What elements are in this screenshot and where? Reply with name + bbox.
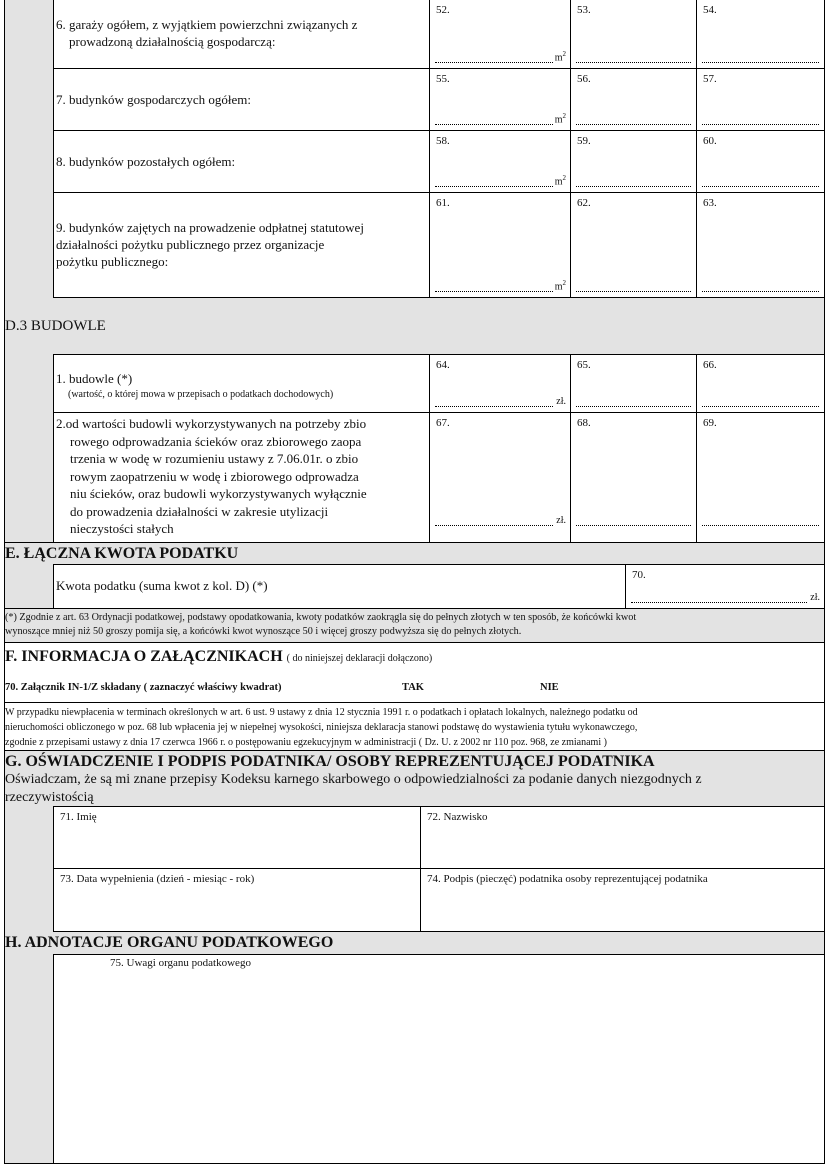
- amount-field[interactable]: [430, 412, 571, 542]
- row-label-cell: [53, 412, 430, 542]
- row-label-line: nieczystości stałych: [70, 521, 174, 536]
- field-label: 72. Nazwisko: [427, 811, 488, 823]
- unit-label: zł.: [810, 592, 820, 603]
- amount-field[interactable]: [430, 130, 571, 192]
- field-number: 57.: [703, 73, 717, 85]
- field-number: 56.: [577, 73, 591, 85]
- field-number: 61.: [436, 197, 450, 209]
- attachment-no-option[interactable]: NIE: [540, 682, 559, 693]
- amount-field[interactable]: [571, 412, 697, 542]
- warning-line: nieruchomości obliczonego w poz. 68 lub wpłacenia jej w niepełnej wysokości, niniejsza deklaracja stanowi podstawę do wystawienia tytułu wykonawczego,: [5, 722, 638, 733]
- row-label-line: 1. budowle (*): [56, 371, 133, 386]
- field-number: 67.: [436, 417, 450, 429]
- row-label-line: do prowadzenia działalności w zakresie utylizacji: [70, 503, 329, 519]
- amount-field[interactable]: [697, 0, 825, 68]
- row-label-line: rowym zaopatrzeniu w wodę i zbiorowego odprowadza: [70, 468, 359, 484]
- row-margin-gray: [4, 806, 53, 932]
- field-number: 65.: [577, 359, 591, 371]
- rounding-note: [4, 608, 825, 642]
- field-number: 59.: [577, 135, 591, 147]
- field-label: 75. Uwagi organu podatkowego: [110, 957, 251, 969]
- field-label: 73. Data wypełnienia (dzień - miesiąc - rok): [60, 873, 255, 885]
- row-label-line: 8. budynków pozostałych ogółem:: [56, 154, 236, 169]
- warning-line: zgodnie z przepisami ustawy z dnia 17 czerwca 1966 r. o postępowaniu egzekucyjnym w administracji ( Dz. U. z 2002 nr 110 poz. 968, ze zmianami ): [5, 737, 607, 748]
- row-margin-gray: [4, 354, 53, 542]
- row-margin-gray: [4, 954, 53, 1164]
- amount-field[interactable]: [571, 354, 697, 412]
- amount-field[interactable]: [697, 130, 825, 192]
- unit-label: zł.: [556, 396, 566, 407]
- section-title: F. INFORMACJA O ZAŁĄCZNIKACH: [5, 648, 283, 665]
- section-title: D.3 BUDOWLE: [5, 318, 106, 334]
- row-label-line: niu ścieków, oraz budowli wykorzystywanych wyłącznie: [70, 486, 367, 501]
- section-title: G. OŚWIADCZENIE I PODPIS PODATNIKA/ OSOBY REPREZENTUJĄCEJ PODATNIKA: [5, 753, 655, 770]
- row-label-line: trzenia w wodę w rozumieniu ustawy z 7.06.01r. o zbio: [70, 451, 359, 466]
- note-line: wynoszące mniej niż 50 groszy pomija się, a końcówki kwot wynoszące 50 i więcej groszy podwyższa się do pełnych złotych.: [5, 626, 522, 637]
- field-number: 52.: [436, 4, 450, 16]
- row-label-line: 2.od wartości budowli wykorzystywanych na potrzeby zbio: [56, 416, 367, 431]
- field-number: 62.: [577, 197, 591, 209]
- tax-office-notes-field[interactable]: [53, 954, 825, 1164]
- field-number: 55.: [436, 73, 450, 85]
- row-label-line: 7. budynków gospodarczych ogółem:: [56, 92, 251, 107]
- row-label-cell: [53, 68, 430, 130]
- row-label-line: działalności pożytku publicznego przez organizacje: [56, 237, 325, 252]
- amount-field[interactable]: [430, 0, 571, 68]
- amount-field[interactable]: [697, 354, 825, 412]
- field-label: 71. Imię: [60, 811, 97, 823]
- first-name-field[interactable]: [53, 806, 420, 868]
- unit-label: $m^2$: [554, 49, 566, 63]
- unit-label: $m^2$: [554, 173, 566, 187]
- field-number: 66.: [703, 359, 717, 371]
- row-label-cell: [53, 192, 430, 298]
- row-label-line: 6. garaży ogółem, z wyjątkiem powierzchni związanych z: [56, 17, 358, 32]
- tax-amount-label: Kwota podatku (suma kwot z kol. D) (*): [56, 578, 268, 593]
- field-label: 74. Podpis (pieczęć) podatnika osoby reprezentującej podatnika: [427, 873, 708, 885]
- field-number: 64.: [436, 359, 450, 371]
- amount-field[interactable]: [571, 130, 697, 192]
- field-number: 58.: [436, 135, 450, 147]
- amount-field[interactable]: [571, 0, 697, 68]
- field-number: 54.: [703, 4, 717, 16]
- row-label-line: prowadzoną działalnością gospodarczą:: [69, 34, 276, 49]
- unit-label: zł.: [556, 515, 566, 526]
- section-title: E. ŁĄCZNA KWOTA PODATKU: [5, 545, 239, 562]
- last-name-field[interactable]: [420, 806, 825, 868]
- warning-line: W przypadku niewpłacenia w terminach określonych w art. 6 ust. 9 ustawy z dnia 12 stycznia 1991 r. o podatkach i opłatach lokalnych, należnego podatku od: [5, 707, 638, 718]
- section-header: [4, 298, 825, 354]
- row-label-cell: [53, 0, 430, 68]
- field-number: 69.: [703, 417, 717, 429]
- field-number: 60.: [703, 135, 717, 147]
- row-label-cell: [53, 354, 430, 412]
- amount-field[interactable]: [697, 68, 825, 130]
- section-title: H. ADNOTACJE ORGANU PODATKOWEGO: [5, 934, 334, 951]
- amount-field[interactable]: [430, 354, 571, 412]
- row-margin-gray: [4, 0, 53, 298]
- unit-label: $m^2$: [554, 278, 566, 292]
- amount-field[interactable]: [571, 68, 697, 130]
- row-margin-gray: [4, 564, 53, 608]
- fill-date-field[interactable]: [53, 868, 420, 932]
- row-label-cell: [53, 130, 430, 192]
- amount-field[interactable]: [430, 68, 571, 130]
- section-header: [4, 542, 825, 564]
- row-label-line: 9. budynków zajętych na prowadzenie odpłatnej statutowej: [56, 220, 364, 235]
- row-note: (wartość, o której mowa w przepisach o podatkach dochodowych): [68, 389, 334, 400]
- field-number: 63.: [703, 197, 717, 209]
- total-tax-field[interactable]: [625, 564, 825, 608]
- attachment-yes-option[interactable]: TAK: [402, 682, 424, 693]
- note-line: (*) Zgodnie z art. 63 Ordynacji podatkowej, podstawy opodatkowania, kwoty podatków zaokrągla się do pełnych złotych w ten sposób, że końcówki kwot: [5, 612, 637, 623]
- attachments-box: [4, 642, 825, 702]
- amount-field[interactable]: [697, 412, 825, 542]
- amount-field[interactable]: [430, 192, 571, 298]
- warning-box: [4, 702, 825, 750]
- section-header: [4, 932, 825, 954]
- field-number: 53.: [577, 4, 591, 16]
- attachment-label: 70. Załącznik IN-1/Z składany ( zaznaczyć właściwy kwadrat): [5, 682, 282, 693]
- row-label-line: pożytku publicznego:: [56, 254, 169, 269]
- statement-line: rzeczywistością: [5, 790, 94, 805]
- field-number: 70.: [632, 569, 646, 581]
- amount-field[interactable]: [571, 192, 697, 298]
- signature-field[interactable]: [420, 868, 825, 932]
- row-label-cell: [53, 564, 625, 608]
- statement-line: Oświadczam, że są mi znane przepisy Kodeksu karnego skarbowego o odpowiedzialności za podanie danych niezgodnych z: [5, 772, 702, 787]
- field-number: 68.: [577, 417, 591, 429]
- section-title-note: ( do niniejszej deklaracji dołączono): [286, 653, 433, 664]
- unit-label: $m^2$: [554, 111, 566, 125]
- section-header: [4, 750, 825, 806]
- amount-field[interactable]: [697, 192, 825, 298]
- row-label-line: rowego odprowadzania ścieków oraz zbiorowego zaopa: [70, 433, 362, 449]
